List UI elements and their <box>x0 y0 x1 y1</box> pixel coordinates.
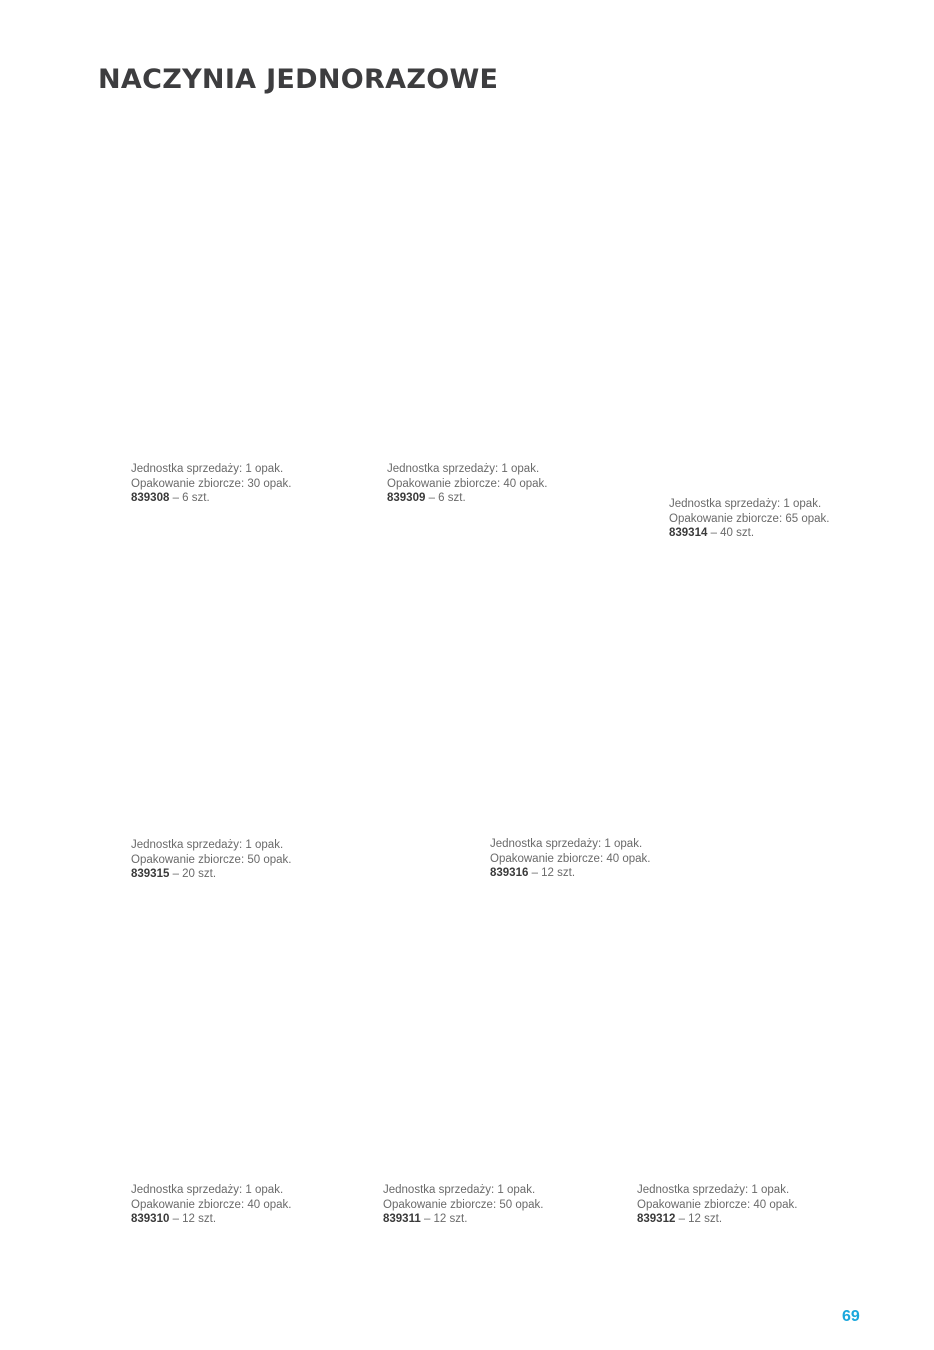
bulk-pack-text: Opakowanie zbiorcze: 40 opak. <box>490 852 651 865</box>
product-code-line <box>387 491 547 506</box>
product-quantity: – 40 szt. <box>707 527 755 539</box>
sales-unit-text: Jednostka sprzedaży: 1 opak. <box>383 1184 536 1196</box>
sales-unit-text: Jednostka sprzedaży: 1 opak. <box>387 463 540 475</box>
product-code: 839309 <box>387 492 426 504</box>
product-code: 839311 <box>383 1213 421 1225</box>
product-quantity: – 12 szt. <box>420 1213 468 1225</box>
product-code: 839312 <box>637 1213 676 1225</box>
product-code: 839315 <box>131 868 170 880</box>
sales-unit-text: Jednostka sprzedaży: 1 opak. <box>637 1184 790 1196</box>
product-quantity: – 12 szt. <box>169 1213 217 1225</box>
page-title: NACZYNIA JEDNORAZOWE <box>98 64 499 95</box>
product-info-839309 <box>387 462 547 506</box>
product-code-line <box>669 526 829 541</box>
bulk-pack-text: Opakowanie zbiorcze: 30 opak. <box>131 477 292 490</box>
bulk-pack-text: Opakowanie zbiorcze: 40 opak. <box>637 1198 798 1211</box>
bulk-pack-text: Opakowanie zbiorcze: 50 opak. <box>383 1198 544 1211</box>
product-info-839311 <box>383 1183 543 1227</box>
product-quantity: – 12 szt. <box>528 867 576 879</box>
sales-unit-text: Jednostka sprzedaży: 1 opak. <box>131 1184 284 1196</box>
bulk-pack-text: Opakowanie zbiorcze: 50 opak. <box>131 853 292 866</box>
product-info-839308 <box>131 462 291 506</box>
sales-unit-text: Jednostka sprzedaży: 1 opak. <box>490 838 643 850</box>
product-code-line <box>383 1212 543 1227</box>
product-code-line <box>131 867 291 882</box>
sales-unit-text: Jednostka sprzedaży: 1 opak. <box>131 463 284 475</box>
product-code: 839314 <box>669 527 708 539</box>
product-info-839315 <box>131 838 291 882</box>
product-code: 839310 <box>131 1213 170 1225</box>
bulk-pack-text: Opakowanie zbiorcze: 65 opak. <box>669 512 830 525</box>
product-quantity: – 6 szt. <box>425 492 466 504</box>
product-code: 839316 <box>490 867 529 879</box>
bulk-pack-text: Opakowanie zbiorcze: 40 opak. <box>131 1198 292 1211</box>
product-info-839312 <box>637 1183 797 1227</box>
sales-unit-text: Jednostka sprzedaży: 1 opak. <box>131 839 284 851</box>
product-code-line <box>490 866 650 881</box>
sales-unit-text: Jednostka sprzedaży: 1 opak. <box>669 498 822 510</box>
product-code-line <box>637 1212 797 1227</box>
bulk-pack-text: Opakowanie zbiorcze: 40 opak. <box>387 477 548 490</box>
product-code-line <box>131 1212 291 1227</box>
product-code: 839308 <box>131 492 170 504</box>
page-number: 69 <box>842 1308 860 1325</box>
product-code-line <box>131 491 291 506</box>
product-info-839316 <box>490 837 650 881</box>
product-quantity: – 20 szt. <box>169 868 217 880</box>
product-quantity: – 12 szt. <box>675 1213 723 1225</box>
product-quantity: – 6 szt. <box>169 492 210 504</box>
product-info-839310 <box>131 1183 291 1227</box>
product-info-839314 <box>669 497 829 541</box>
